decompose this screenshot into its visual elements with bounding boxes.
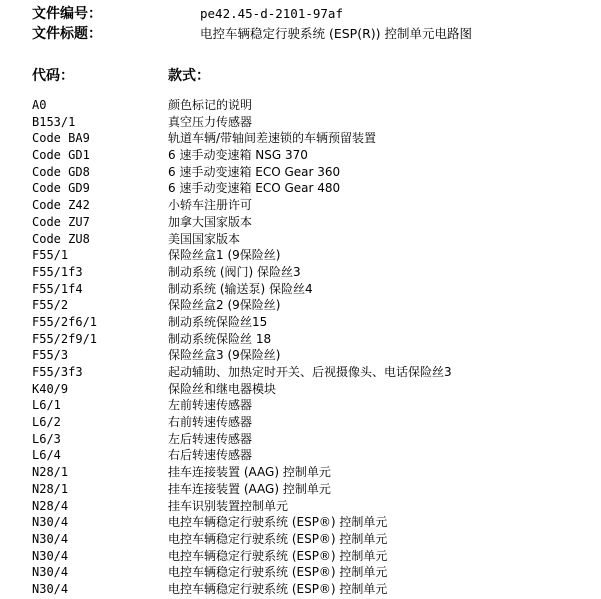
file-number-label: 文件编号： [32,6,102,22]
item-code: Code BA9 [32,131,90,146]
item-model: 保险丝盒2 (9保险丝) [168,298,281,313]
item-model: 颜色标记的说明 [168,98,253,112]
list-item [0,498,601,515]
item-code: N28/1 [32,465,69,480]
item-code: N30/4 [32,565,69,580]
list-item [0,481,601,498]
list-item [0,464,601,481]
item-code: L6/3 [32,431,61,446]
item-model: 右后转速传感器 [168,448,253,463]
list-item [0,281,601,298]
list-item [0,581,601,598]
item-code: N30/4 [32,581,69,596]
item-code: L6/2 [32,415,61,430]
list-item [0,414,601,431]
list-item [0,197,601,214]
item-model: 制动系统 (阀门) 保险丝3 [168,264,301,279]
item-model: 美国国家版本 [168,231,241,246]
item-code: F55/2f9/1 [32,331,98,346]
list-item [0,381,601,398]
item-model: 电控车辆稳定行驶系统 (ESP®) 控制单元 [168,565,388,580]
item-model: 电控车辆稳定行驶系统 (ESP®) 控制单元 [168,531,388,546]
list-item [0,331,601,348]
item-code: F55/1f4 [32,281,83,296]
list-item [0,364,601,381]
list-item [0,147,601,164]
item-code: B153/1 [32,114,76,129]
code-column-header: 代码： [32,68,74,84]
item-model: 6 速手动变速箱 ECO Gear 360 [168,164,341,179]
item-code: N28/4 [32,498,69,513]
list-item [0,548,601,565]
item-model: 6 速手动变速箱 NSG 370 [168,148,308,163]
list-item [0,214,601,231]
item-model: 保险丝盒3 (9保险丝) [168,348,281,363]
item-model: 保险丝和继电器模块 [168,381,277,396]
item-model: 制动系统保险丝15 [168,314,268,329]
item-code: L6/1 [32,398,61,413]
list-item [0,247,601,264]
list-item [0,130,601,147]
list-item [0,114,601,131]
item-model: 电控车辆稳定行驶系统 (ESP®) 控制单元 [168,515,388,530]
item-model: 右前转速传感器 [168,415,253,430]
item-model: 左前转速传感器 [168,398,253,413]
item-code: F55/1f3 [32,264,83,279]
item-code: N30/4 [32,515,69,530]
list-item [0,431,601,448]
list-item [0,447,601,464]
item-model: 小轿车注册许可 [168,198,253,213]
item-model: 挂车识别装置控制单元 [168,498,289,513]
item-model: 制动系统 (输送泵) 保险丝4 [168,281,313,296]
item-code: N30/4 [32,531,69,546]
item-code: F55/1 [32,248,69,263]
item-code: K40/9 [32,381,69,396]
item-model: 轨道车辆/带轴间差速锁的车辆预留装置 [168,131,377,146]
item-code: Code ZU8 [32,231,90,246]
item-code: Code Z42 [32,198,90,213]
item-model: 真空压力传感器 [168,114,253,129]
item-model: 制动系统保险丝 18 [168,331,272,346]
item-code: L6/4 [32,448,61,463]
file-title-value: 电控车辆稳定行驶系统 (ESP(R)) 控制单元电路图 [200,26,473,41]
list-item [0,180,601,197]
list-item [0,231,601,248]
item-code: F55/3f3 [32,365,83,379]
item-model: 起动辅助、加热定时开关、后视摄像头、电话保险丝3 [168,365,452,379]
list-item [0,514,601,531]
item-model: 电控车辆稳定行驶系统 (ESP®) 控制单元 [168,548,388,563]
list-item [0,347,601,364]
item-model: 左后转速传感器 [168,431,253,446]
list-item [0,164,601,181]
list-item [0,397,601,414]
model-column-header: 款式： [168,68,210,84]
item-model: 加拿大国家版本 [168,214,253,229]
item-code: F55/3 [32,348,69,363]
list-item [0,531,601,548]
item-code: Code ZU7 [32,214,90,229]
list-item [0,264,601,281]
list-item [0,97,601,114]
code-list [0,97,601,598]
item-model: 挂车连接装置 (AAG) 控制单元 [168,465,331,480]
item-code: Code GD1 [32,148,90,163]
file-number-value: pe42.45-d-2101-97af [200,6,343,21]
item-code: Code GD8 [32,164,90,179]
list-item [0,314,601,331]
item-code: F55/2f6/1 [32,314,98,329]
item-code: N30/4 [32,548,69,563]
item-model: 电控车辆稳定行驶系统 (ESP®) 控制单元 [168,581,388,596]
item-code: N28/1 [32,481,69,496]
list-item [0,297,601,314]
item-code: A0 [32,98,47,112]
file-title-label: 文件标题： [32,26,102,42]
item-model: 保险丝盒1 (9保险丝) [168,248,281,263]
item-code: Code GD9 [32,181,90,196]
item-code: F55/2 [32,298,69,313]
item-model: 6 速手动变速箱 ECO Gear 480 [168,181,341,196]
list-item [0,564,601,581]
item-model: 挂车连接装置 (AAG) 控制单元 [168,481,331,496]
